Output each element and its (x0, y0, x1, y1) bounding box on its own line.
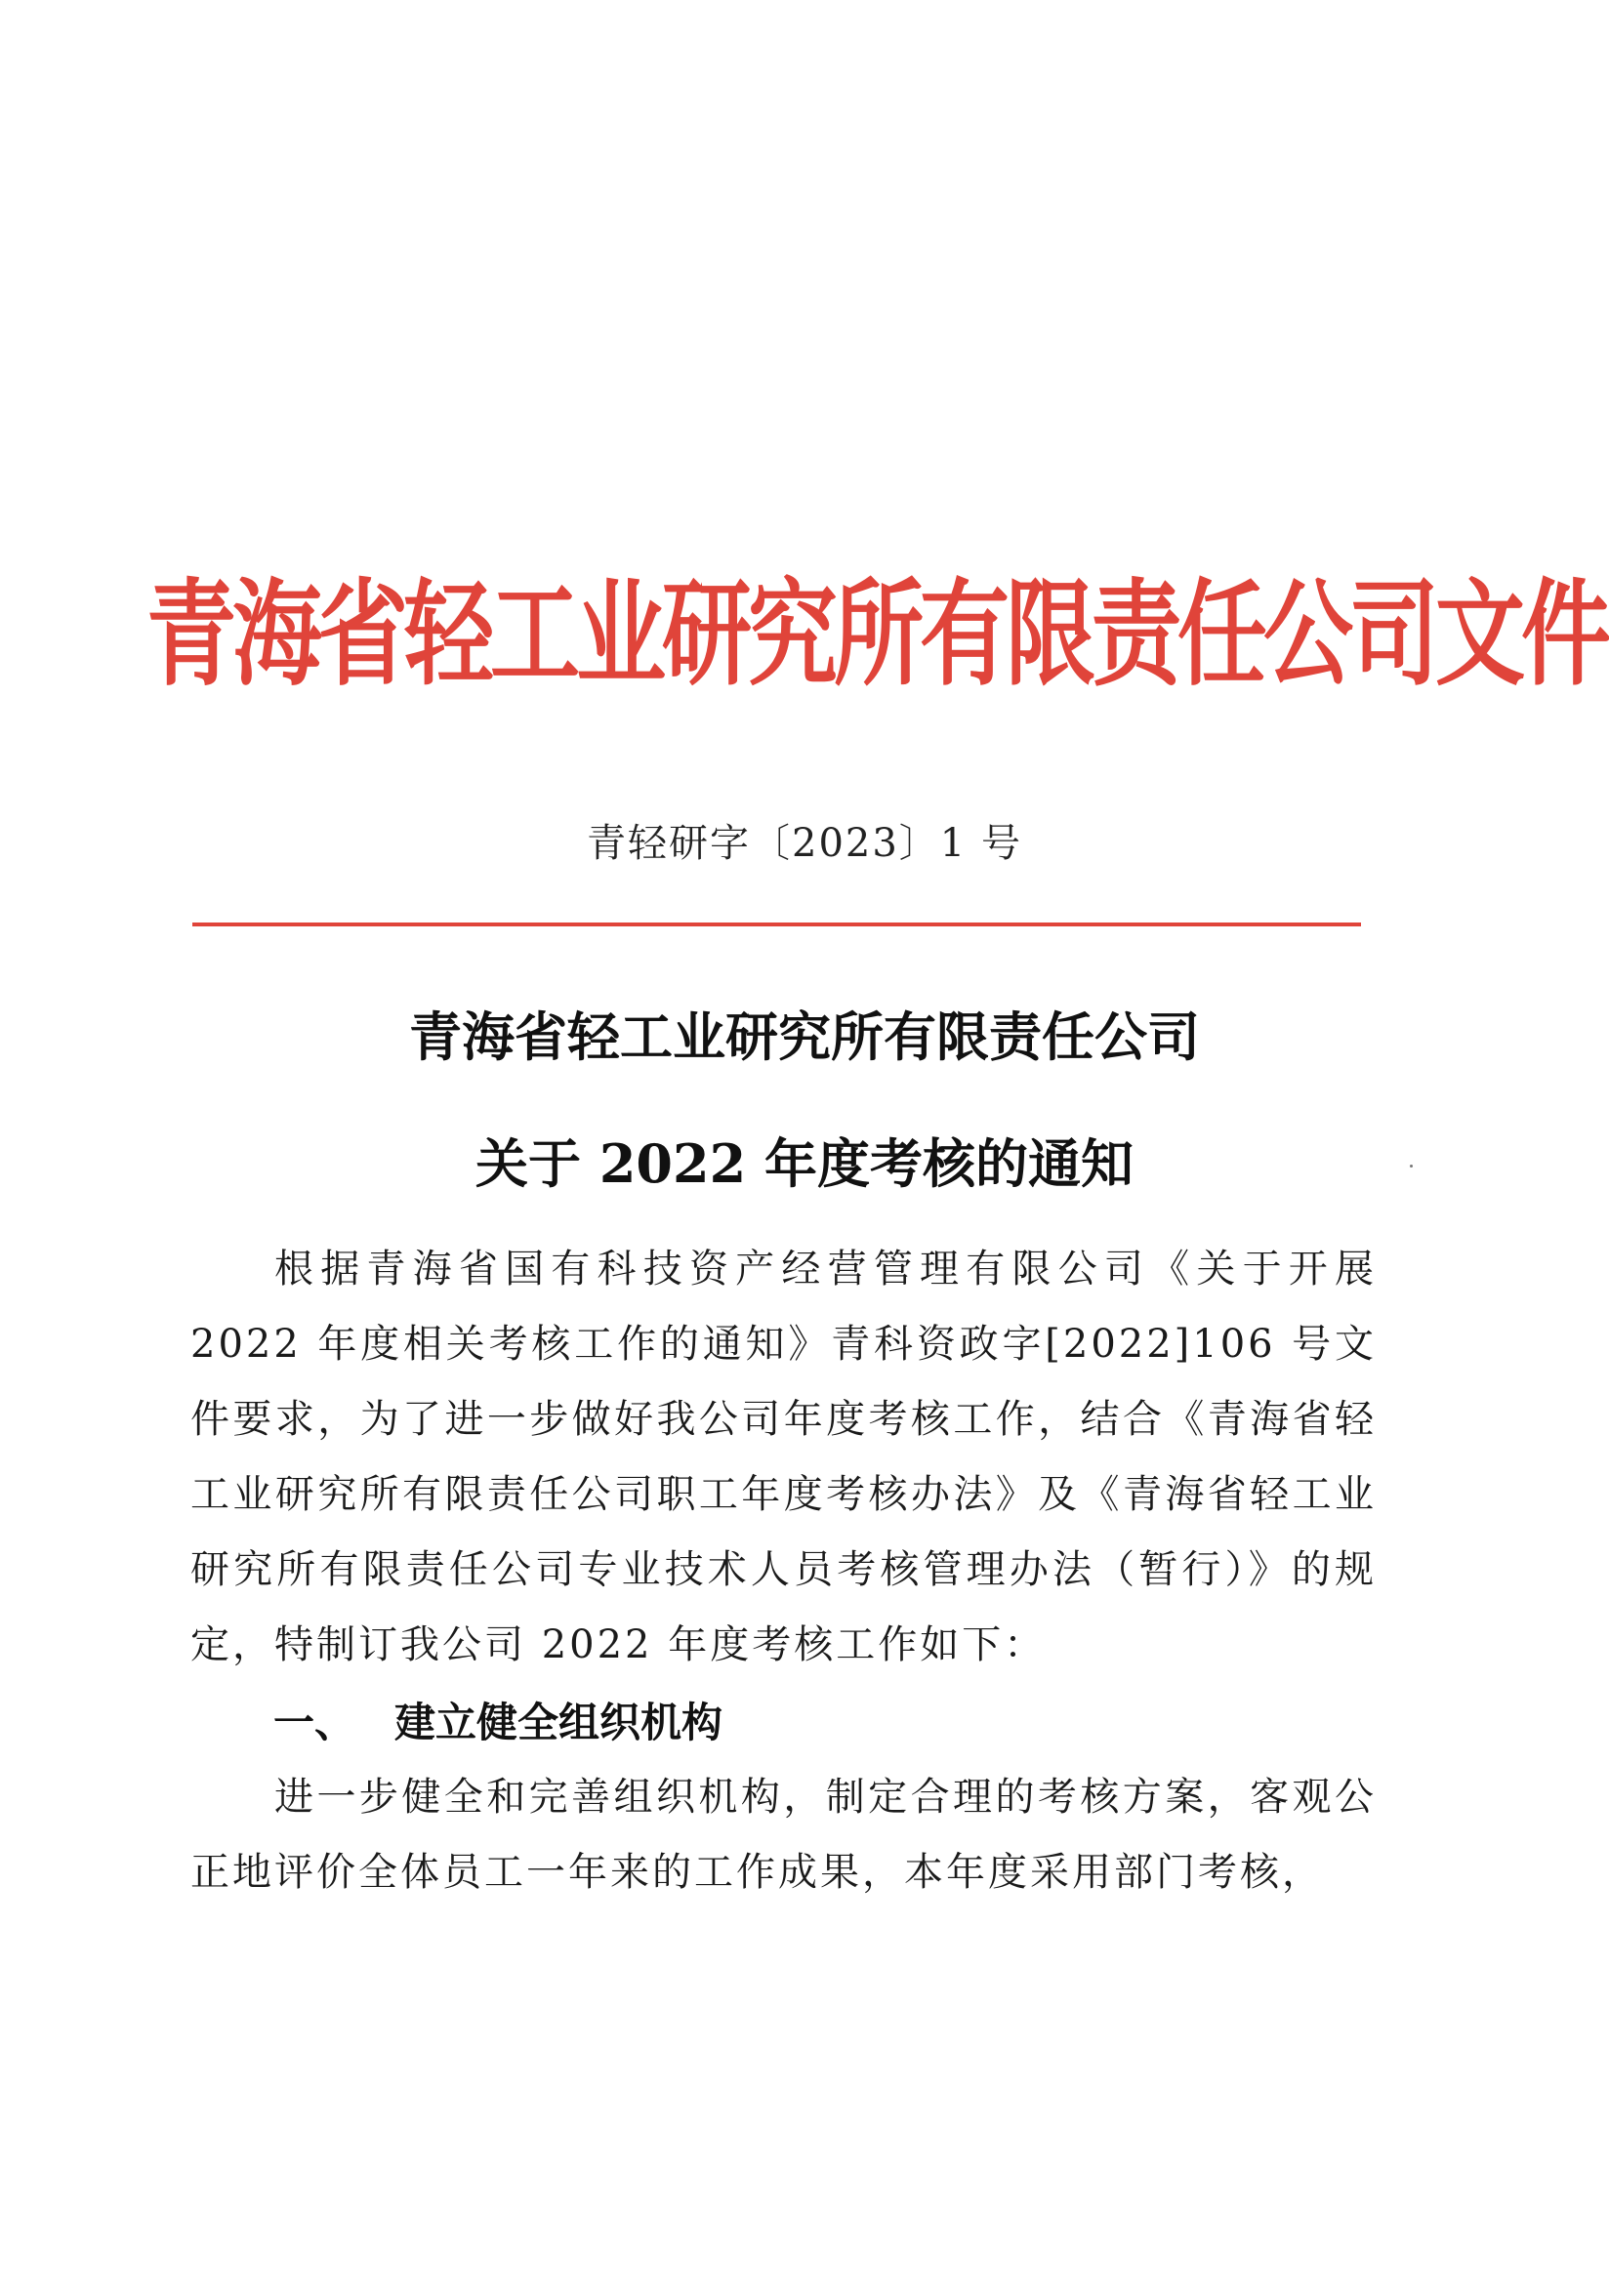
body-paragraph-2: 进一步健全和完善组织机构，制定合理的考核方案，客观公正地评价全体员工一年来的工作成果，本年度采用部门考核， (190, 1775, 1377, 1895)
scan-speck (1410, 1165, 1413, 1168)
notice-title-line-2: 关于 2022 年度考核的通知 (475, 1132, 1134, 1195)
section-heading-1 (273, 1685, 722, 1760)
masthead-title: 青海省轻工业研究所有限责任公司文件 (146, 566, 1608, 702)
notice-title-line-1: 青海省轻工业研究所有限责任公司 (409, 1005, 1200, 1068)
section-heading-text: 建立健全组织机构 (394, 1699, 723, 1746)
document-number: 青轻研字〔2023〕1 号 (587, 821, 1022, 866)
section-number: 一、 (273, 1699, 356, 1746)
red-divider-line (192, 922, 1361, 926)
body-paragraph-1: 根据青海省国有科技资产经营管理有限公司《关于开展2022 年度相关考核工作的通知》青科资政字[2022]106 号文件要求，为了进一步做好我公司年度考核工作，结合《青海省轻工业研究所有限责任公司职工年度考核办法》及《青海省轻工业研究所有限责任公司专业技术人员考核管理办法（暂行）》的规定，特制订我公司 2022 年度考核工作如下： (190, 1247, 1377, 1667)
